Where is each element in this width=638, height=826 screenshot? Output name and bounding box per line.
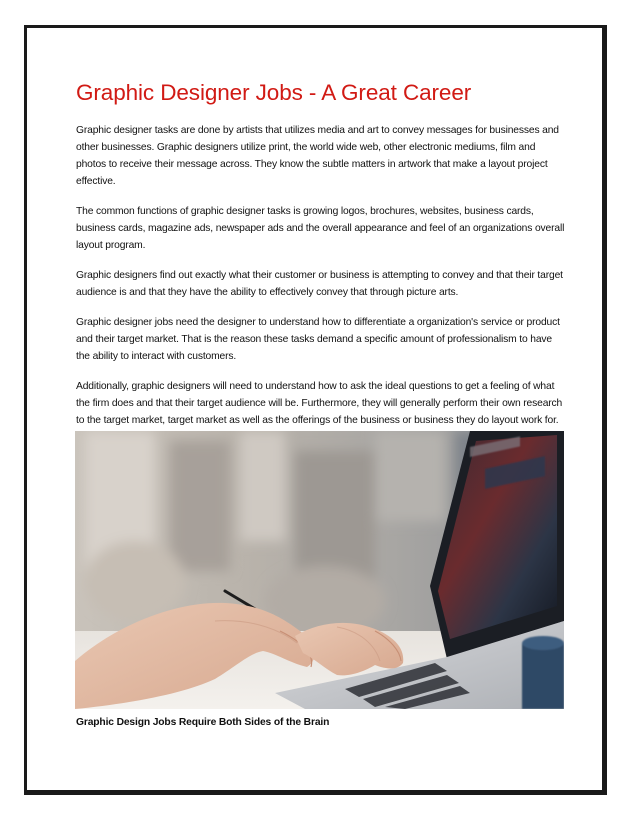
article-paragraph: Additionally, graphic designers will need to understand how to ask the ideal questions to get a feeling of what the firm does and that their target audience will be. Furthermore, they will generally perform their own research to the target market, target market as well as the offerings of the business or business they do layout work for.	[76, 381, 563, 426]
image-caption: Graphic Design Jobs Require Both Sides of the Brain	[76, 717, 330, 728]
article-paragraph: Graphic designer jobs need the designer to understand how to differentiate a organization's service or product and their target market. That is the reason these tasks demand a specific amount of professionalism to have the ability to interact with customers.	[76, 317, 560, 362]
laptop-typing-photo	[75, 431, 564, 709]
article-paragraph: Graphic designers find out exactly what their customer or business is attempting to convey and that their target audience is and that they have the ability to effectively convey that through picture arts.	[76, 270, 563, 298]
article-body	[76, 79, 566, 442]
article-paragraph: The common functions of graphic designer tasks is growing logos, brochures, websites, business cards, business cards, magazine ads, newspaper ads and the overall appearance and feel of an organizations overall layout program.	[76, 206, 565, 251]
article-paragraph: Graphic designer tasks are done by artists that utilizes media and art to convey messages for businesses and other businesses. Graphic designers utilize print, the world wide web, other electronic mediums, film and photos to receive their message across. They know the subtle matters in artwork that make a layout project effective.	[76, 125, 559, 187]
article-title: Graphic Designer Jobs - A Great Career	[76, 80, 472, 105]
